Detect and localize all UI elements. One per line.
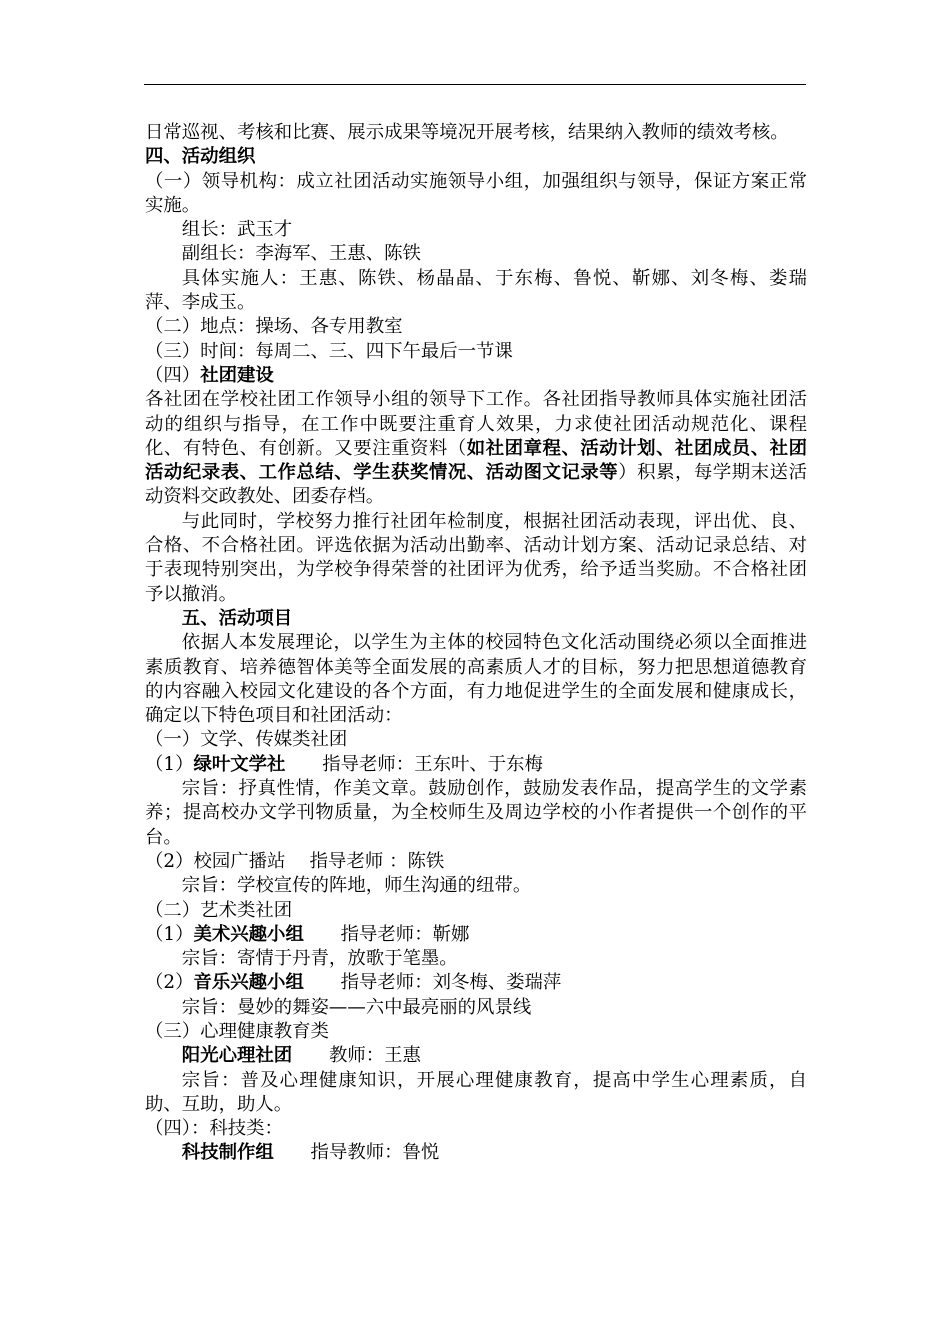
paragraph: 与此同时，学校努力推行社团年检制度，根据社团活动表现，评出优、良、合格、不合格社团。评选依据为活动出勤率、活动计划方案、活动记录总结、对于表现特别突出，为学校争得荣誉的社团评为优秀，给予适当奖励。不合格社团予以撤消。 [145,510,807,605]
club-entry: 科技制作组 指导教师：鲁悦 [181,1142,440,1164]
section-heading: 四、活动组织 [145,146,256,168]
paragraph: 宗旨：抒真性情，作美文章。鼓励创作，鼓励发表作品，提高学生的文学素养；提高校办文学刊物质量，为全校师生及周边学校的小作者提供一个创作的平台。 [145,778,807,848]
paragraph: 具体实施人：王惠、陈铁、杨晶晶、于东梅、鲁悦、靳娜、刘冬梅、娄瑞萍、李成玉。 [145,267,807,314]
club-entry: （2）校园广播站 指导老师 ：陈铁 [145,850,445,872]
paragraph: （二）地点：操场、各专用教室 [145,316,403,338]
club-entry: 阳光心理社团 教师：王惠 [181,1045,421,1067]
club-entry: （2）音乐兴趣小组 指导老师：刘冬梅、娄瑞萍 [145,972,562,994]
paragraph: （三）时间：每周二、三、四下午最后一节课 [145,340,513,362]
paragraph: 宗旨：普及心理健康知识，开展心理健康教育，提高中学生心理素质，自助、互助，助人。 [145,1069,807,1115]
paragraph: （二）艺术类社团 [145,899,293,921]
club-entry: （1）绿叶文学社 指导老师：王东叶、于东梅 [145,753,543,775]
paragraph: （四）：科技类： [145,1118,283,1140]
subsection-heading: （四）社团建设 [145,364,274,386]
paragraph: 日常巡视、考核和比赛、展示成果等境况开展考核，结果纳入教师的绩效考核。 [145,122,789,143]
header-rule [144,84,806,85]
paragraph: （一）领导机构：成立社团活动实施领导小组，加强组织与领导，保证方案正常实施。 [145,170,807,216]
paragraph: 宗旨：学校宣传的阵地，师生沟通的纽带。 [181,875,532,897]
paragraph: （一）文学、传媒类社团 [145,729,348,751]
paragraph: 各社团在学校社团工作领导小组的领导下工作。各社团指导教师具体实施社团活动的组织与指导，在工作中既要注重育人效果，力求使社团活动规范化、课程化、有特色、有创新。又要注重资料（如社团章程、活动计划、社团成员、社团活动纪录表、工作总结、学生获奖情况、活动图文记录等）积累，每学期末送活动资料交政教处、团委存档。 [145,389,807,508]
paragraph: 宗旨：曼妙的舞姿——六中最亮丽的风景线 [181,996,532,1018]
paragraph: （三）心理健康教育类 [145,1020,329,1042]
paragraph: 宗旨：寄情于丹青，放歌于笔墨。 [181,948,458,970]
club-entry: （1）美术兴趣小组 指导老师：靳娜 [145,923,470,945]
document-body [145,121,807,1166]
paragraph: 组长：武玉才 [181,219,293,241]
paragraph: 副组长：李海军、王惠、陈铁 [181,243,421,265]
paragraph: 依据人本发展理论，以学生为主体的校园特色文化活动围绕必须以全面推进素质教育、培养德智体美等全面发展的高素质人才的目标，努力把思想道德教育的内容融入校园文化建设的各个方面，有力地促进学生的全面发展和健康成长，确定以下特色项目和社团活动： [145,632,807,727]
section-heading: 五、活动项目 [181,607,293,629]
